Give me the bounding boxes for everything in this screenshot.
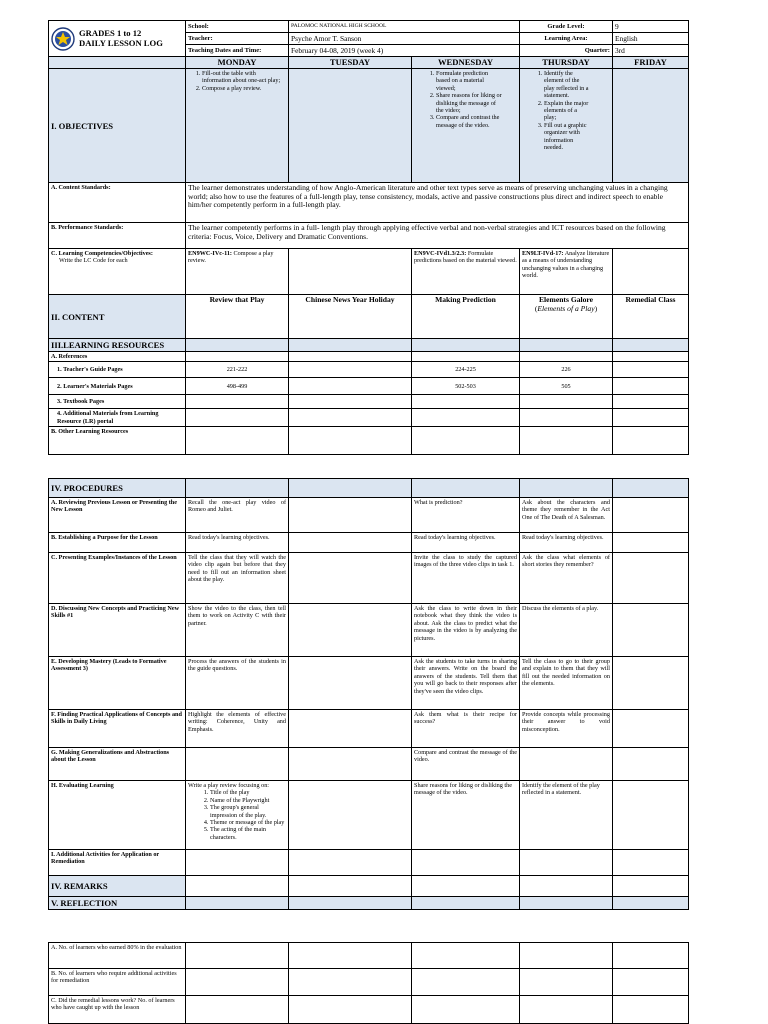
teacher-value: Psyche Amor T. Sanson (289, 33, 520, 45)
corner-cell (49, 57, 186, 69)
reflection-row-label: B. No. of learners who require additional activities for remediation (49, 969, 186, 996)
content-wednesday: Making Prediction (412, 295, 520, 339)
evaluating-item: 1. Title of the play (210, 789, 286, 796)
area-value: English (613, 33, 689, 45)
competency-tuesday (289, 249, 412, 295)
lesson-log-table (48, 20, 689, 455)
deped-seal-icon (51, 27, 75, 51)
procedure-wednesday: Read today's learning objectives. (412, 533, 520, 553)
procedure-label: A. Reviewing Previous Lesson or Presenting the New Lesson (49, 498, 186, 533)
evaluating-item: 3. The group's general impression of the play. (210, 804, 286, 819)
day-thursday: THURSDAY (520, 57, 613, 69)
competency-friday (613, 249, 689, 295)
objective-item: 1. Fill-out the table with information about one-act play; (202, 70, 286, 85)
additional-activities-label: I. Additional Activities for Application or Remediation (49, 850, 186, 876)
procedure-label: E. Developing Mastery (Leads to Formative Assessment 3) (49, 657, 186, 710)
evaluating-label: H. Evaluating Learning (49, 781, 186, 850)
performance-standards-text: The learner competently performs in a full- length play through applying effective verbal and non-verbal strategies and ICT resources based on the following criteria: Focus, Voice, Delivery and Dramatic Conventions. (186, 223, 689, 249)
lm-label: 2. Learner's Materials Pages (49, 378, 186, 395)
procedure-monday (186, 748, 289, 781)
header-logo-cell (49, 21, 186, 57)
procedure-monday: Recall the one-act play video of Romeo and Juliet. (186, 498, 289, 533)
objectives-friday (613, 69, 689, 183)
procedure-wednesday: Ask the students to take turns in sharing their answers. Write on the board the answers of the students. Tell them that you will go back to their responses after they've seen the video clips. (412, 657, 520, 710)
reflection-row-label: C. Did the remedial lessons work? No. of learners who have caught up with the lesson (49, 996, 186, 1024)
procedure-label: F. Finding Practical Applications of Concepts and Skills in Daily Living (49, 710, 186, 748)
procedure-thursday (520, 748, 613, 781)
objectives-label: I. OBJECTIVES (49, 69, 186, 183)
reflection-label: V. REFLECTION (49, 897, 186, 910)
content-standards-label: A. Content Standards: (49, 183, 186, 223)
content-label: II. CONTENT (49, 295, 186, 339)
procedure-monday: Show the video to the class, then tell them to work on Activity C with their partner. (186, 604, 289, 657)
competency-wednesday: EN9VC-IVd1.3/2.3: Formulate predictions based on the material viewed. (412, 249, 520, 295)
competency-monday: EN9WC-IVc-11: Compose a play review. (186, 249, 289, 295)
objective-item: 2. Share reasons for liking or disliking the message of the video; (436, 92, 503, 114)
textbook-label: 3. Textbook Pages (49, 395, 186, 409)
procedure-thursday: Discuss the elements of a play. (520, 604, 613, 657)
objective-item: 1. Formulate prediction based on a material viewed; (436, 70, 503, 92)
procedure-monday: Tell the class that they will watch the video clip again but before that they need to fill out an information sheet about the play. (186, 553, 289, 604)
lc-code: EN9VC-IVd1.3/2.3: (414, 250, 467, 257)
procedure-monday: Process the answers of the students in the guide questions. (186, 657, 289, 710)
day-monday: MONDAY (186, 57, 289, 69)
competencies-sublabel: Write the LC Code for each (59, 257, 128, 265)
procedure-wednesday: Ask the class to write down in their notebook what they think the video is about. Ask the class to predict what the message in the video is by analyzing the pictures. (412, 604, 520, 657)
additional-materials-label: 4. Additional Materials from Learning Resource (LR) portal (49, 409, 186, 427)
objectives-tuesday (289, 69, 412, 183)
procedure-thursday: Tell the class to go to their group and explain to them that they will fill out the needed information on the elements. (520, 657, 613, 710)
day-friday: FRIDAY (613, 57, 689, 69)
performance-standards-label: B. Performance Standards: (49, 223, 186, 249)
competency-thursday: EN9LT-IVd-17: Analyze literature as a means of understanding unchanging values in a changing world. (520, 249, 613, 295)
procedure-wednesday: Invite the class to study the captured images of the three video clips in task 1. (412, 553, 520, 604)
procedure-label: C. Presenting Examples/Instances of the Lesson (49, 553, 186, 604)
procedure-monday: Read today's learning objectives. (186, 533, 289, 553)
title-line1: GRADES 1 to 12 (79, 27, 142, 38)
school-value: PALOMOC NATIONAL HIGH SCHOOL (289, 21, 520, 33)
procedure-wednesday: Compare and contrast the message of the video. (412, 748, 520, 781)
objectives-monday (186, 69, 289, 183)
competencies-label: C. Learning Competencies/Objectives: (51, 250, 153, 257)
procedure-label: G. Making Generalizations and Abstractions about the Lesson (49, 748, 186, 781)
procedure-thursday: Ask about the characters and theme they remember in the Act One of The Death of A Salesman. (520, 498, 613, 533)
evaluating-thursday: Identify the element of the play reflected in a statement. (520, 781, 613, 850)
objectives-thursday (520, 69, 613, 183)
evaluating-intro: Write a play review focusing on: (188, 782, 270, 789)
content-friday: Remedial Class (613, 295, 689, 339)
remarks-label: IV. REMARKS (49, 876, 186, 897)
procedure-label: D. Discussing New Concepts and Practicing New Skills #1 (49, 604, 186, 657)
objectives-wednesday (412, 69, 520, 183)
objective-item: 3. Fill out a graphic organizer with information needed. (544, 122, 590, 152)
evaluating-monday (186, 781, 289, 850)
dates-label: Teaching Dates and Time: (186, 45, 289, 57)
procedure-label: B. Establishing a Purpose for the Lesson (49, 533, 186, 553)
lm-wednesday: 502-503 (412, 378, 520, 395)
procedure-thursday: Provide concepts while processing their answer to void misconception. (520, 710, 613, 748)
tg-wednesday: 224-225 (412, 362, 520, 378)
area-label: Learning Area: (520, 33, 613, 45)
content-tuesday: Chinese News Year Holiday (289, 295, 412, 339)
grade-value: 9 (613, 21, 689, 33)
content-standards-text: The learner demonstrates understanding of how Anglo-American literature and other text types serve as means of preserving unchanging values in a changing world; also how to use the features of a full-length play, tense consistency, modals, active and passive constructions plus direct and indirect speech to enable him/her competently perform in a full-length play. (186, 183, 689, 223)
procedure-thursday: Ask the class what elements of short stories they remember? (520, 553, 613, 604)
content-thursday: Elements Galore (Elements of a Play) (520, 295, 613, 339)
objective-item: 2. Explain the major elements of a play; (544, 100, 590, 122)
school-label: School: (186, 21, 289, 33)
dates-value: February 04-08, 2019 (week 4) (289, 45, 520, 57)
objective-item: 2. Compose a play review. (202, 85, 286, 92)
procedures-table (48, 478, 689, 910)
procedure-wednesday: Ask them what is their recipe for success? (412, 710, 520, 748)
competencies-label-cell (49, 249, 186, 295)
title-line2: DAILY LESSON LOG (79, 37, 163, 48)
objective-item: 1. Identify the element of the play reflected in a statement. (544, 70, 590, 100)
grade-label: Grade Level: (520, 21, 613, 33)
other-resources-label: B. Other Learning Resources (49, 427, 186, 455)
evaluating-item: 5. The acting of the main characters. (210, 826, 286, 841)
resources-label: III.LEARNING RESOURCES (49, 339, 186, 352)
day-tuesday: TUESDAY (289, 57, 412, 69)
objective-item: 3. Compare and contrast the message of the video. (436, 114, 503, 129)
reflection-table (48, 942, 689, 1024)
evaluating-item: 2. Name of the Playwright (210, 797, 286, 804)
lm-thursday: 505 (520, 378, 613, 395)
quarter-value: 3rd (613, 45, 689, 57)
content-monday: Review that Play (186, 295, 289, 339)
reflection-row-label: A. No. of learners who earned 80% in the evaluation (49, 943, 186, 969)
lm-monday: 498-499 (186, 378, 289, 395)
procedures-label: IV. PROCEDURES (49, 479, 186, 498)
references-label: A. References (49, 352, 186, 362)
tg-label: 1. Teacher's Guide Pages (49, 362, 186, 378)
procedure-wednesday: What is prediction? (412, 498, 520, 533)
content-thursday-sub: Elements of a Play (537, 303, 595, 313)
teacher-label: Teacher: (186, 33, 289, 45)
lc-code: EN9LT-IVd-17: (522, 250, 564, 257)
tg-monday: 221-222 (186, 362, 289, 378)
day-wednesday: WEDNESDAY (412, 57, 520, 69)
procedure-thursday: Read today's learning objectives. (520, 533, 613, 553)
lc-code: EN9WC-IVc-11: (188, 250, 232, 257)
evaluating-item: 4. Theme or message of the play (210, 819, 286, 826)
procedure-monday: Highlight the elements of effective writing: Coherence, Unity and Emphasis. (186, 710, 289, 748)
evaluating-wednesday: Share reasons for liking or disliking the message of the video. (412, 781, 520, 850)
quarter-label: Quarter: (520, 45, 613, 57)
content-thursday-main: Elements Galore (538, 295, 594, 304)
tg-thursday: 226 (520, 362, 613, 378)
